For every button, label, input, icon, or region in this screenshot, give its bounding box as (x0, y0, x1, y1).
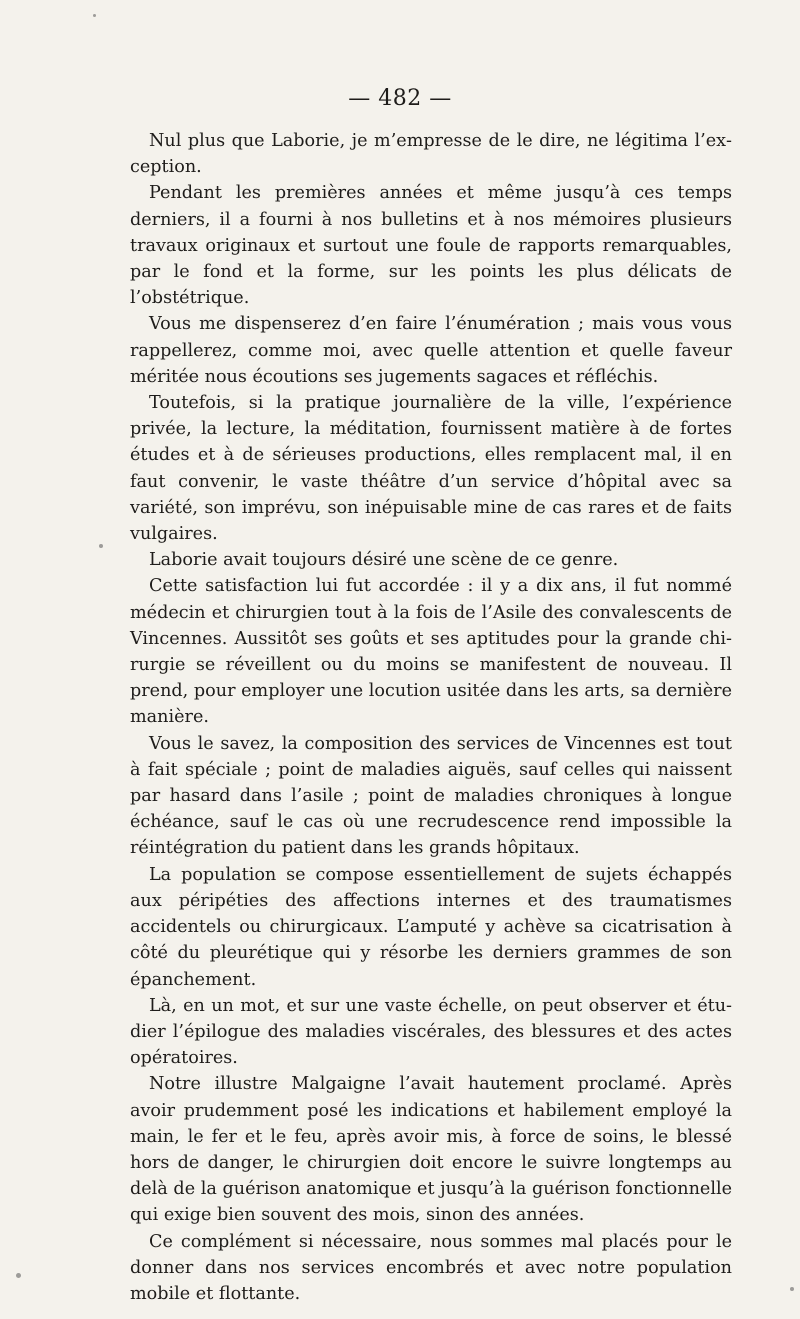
paper-speck (16, 1273, 21, 1278)
paragraph: Nul plus que Laborie, je m’empresse de le dire, ne légitima l’exception. (130, 131, 732, 178)
paragraph: Laborie avait toujours désiré une scène de ce genre. (149, 550, 619, 571)
paper-speck (790, 1287, 794, 1291)
paragraph: Cette satisfaction lui fut accordée : il y a dix ans, il fut nommé médecin et chirurgien tout à la fois de l’Asile des convalescents de Vincennes. Aussitôt ses goûts et ses aptitudes pour la grande chirurgie se réveillent ou du moins se manifestent de nouveau. Il prend, pour employer une locution usitée dans les arts, sa dernière manière. (130, 576, 732, 728)
paragraph: Pendant les premières années et même jusqu’à ces temps derniers, il a fourni à nos bulletins et à nos mémoires plusieurs travaux originaux et surtout une foule de rapports remarquables, par le fond et la forme, sur les points les plus délicats de l’obstétrique. (130, 183, 732, 309)
paragraph: Vous le savez, la composition des services de Vincennes est tout à fait spéciale ; point de maladies aiguës, sauf celles qui naissent par hasard dans l’asile ; point de maladies chroniques à longue échéance, sauf le cas où une recrudescence rend impossible la réintégration du patient dans les grands hôpitaux. (130, 733, 732, 859)
paragraph: Vous me dispenserez d’en faire l’énumération ; mais vous vous rappellerez, comme moi, avec quelle attention et quelle faveur méritée nous écoutions ses jugements sagaces et réfléchis. (130, 314, 732, 387)
body-text (130, 128, 732, 1307)
paragraph: Notre illustre Malgaigne l’avait hautement proclamé. Après avoir prudemment posé les indications et habilement employé la main, le fer et le feu, après avoir mis, à force de soins, le blessé hors de danger, le chirurgien doit encore le suivre longtemps au delà de la guérison anatomique et jusqu’à la guérison fonctionnelle qui exige bien souvent des mois, sinon des années. (130, 1074, 732, 1226)
page-number: — 482 — (348, 86, 452, 111)
paragraph: La population se compose essentiellement de sujets échappés aux péripéties des affections internes et des traumatismes accidentels ou chirurgicaux. L’amputé y achève sa cicatrisation à côté du pleurétique qui y résorbe les derniers grammes de son épanchement. (130, 864, 732, 990)
paper-speck (93, 14, 96, 17)
paragraph: Toutefois, si la pratique journalière de la ville, l’expérience privée, la lecture, la méditation, fournissent matière à de fortes études et à de sérieuses productions, elles remplacent mal, il en faut convenir, le vaste théâtre d’un service d’hôpital avec sa variété, son imprévu, son inépuisable mine de cas rares et de faits vulgaires. (130, 393, 732, 545)
paper-speck (99, 544, 103, 548)
paragraph: Ce complément si nécessaire, nous sommes mal placés pour le donner dans nos services encombrés et avec notre population mobile et flottante. (130, 1231, 732, 1304)
paragraph: Là, en un mot, et sur une vaste échelle, on peut observer et étudier l’épilogue des maladies viscérales, des blessures et des actes opératoires. (130, 995, 732, 1069)
